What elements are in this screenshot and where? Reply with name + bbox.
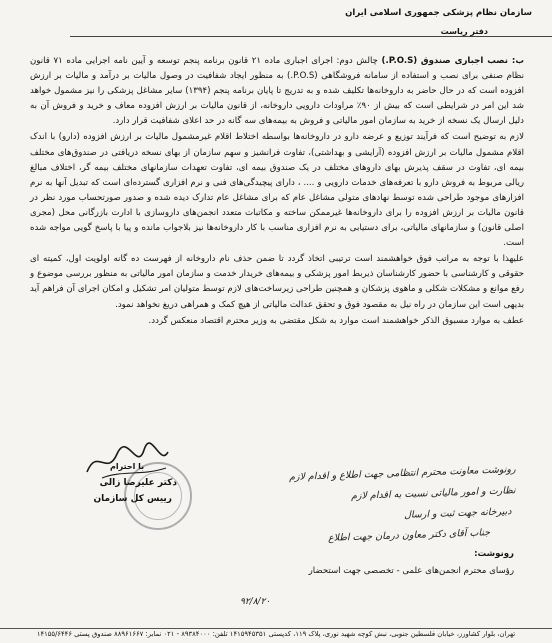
signature-salutation: با احترام bbox=[110, 462, 145, 471]
handwritten-note-3: دبیرخانه جهت ثبت و ارسال bbox=[404, 506, 513, 521]
cc-recipients: رؤسای محترم انجمن‌های علمی - تخصصی جهت استحضار bbox=[308, 566, 514, 576]
paragraph-1-text: چالش دوم: اجرای اجباری ماده ۲۱ قانون برنامه پنجم توسعه و آیین نامه اجرایی ماده ۷۱ قانون نظام صنفی برای نصب و استفاده از سامانه فروشگاهی (P.O.S.) به منظور ایجاد شفافیت در وصول مالیات بر درآمد و مالیات بر ارزش افزوده است که در حال حاضر به داروخانه‌ها تکلیف شده و به تدریج تا پایان برنامه پنجم (۱۳۹۴) سایر مشاغل پزشکی را نیز مشمول خواهد شد این امر در شرایطی است که بیش از ۹۰٪ مراودات دارویی داروخانه، از قانون مالیات بر ارزش افزوده معاف و خرید و فروش آن به دلیل ارسال یک نسخه از خرید به سازمان امور مالیاتی و فروش به بیمه‌های سه گانه در حد اعلای شفافیت قرار دارد. bbox=[30, 56, 524, 127]
paragraph-1 bbox=[30, 54, 524, 129]
handwritten-note-1: رونوشت معاونت محترم انتظامی جهت اطلاع و اقدام لازم bbox=[289, 464, 517, 483]
paragraph-3: علیهذا با توجه به مراتب فوق خواهشمند است ترتیبی اتخاذ گردد تا ضمن حذف نام داروخانه از فهرست ده گانه اولویت اول، کمیته ای حقوقی و کارشناسی با حضور کارشناسان ذیربط امور پزشکی و بیمه‌های خریدار خدمت و سازمان امور مالیاتی به منظور بررسی موضوع و رفع موانع و مشکلات شکلی و ماهوی پزشکان و همچنین طراحی زیرساخت‌های لازم توسط متولیان امر تشکیل و امکان اجرای آن فراهم آید بدیهی است این سازمان در راه نیل به مقصود فوق و تحقق عدالت مالیاتی از هیچ کمک و همراهی دریغ نخواهد نمود. bbox=[30, 254, 524, 310]
letter-body bbox=[30, 54, 524, 329]
footer-divider bbox=[0, 628, 552, 629]
cc-label: رونوشت: bbox=[474, 549, 514, 559]
paragraph-2: لازم به توضیح است که فرآیند توزیع و عرضه دارو در داروخانه‌ها بواسطه اختلاط اقلام غیرمشمول مالیات بر ارزش افزوده (دارو) با اندک اقلام مشمول مالیات بر ارزش افزوده (آرایشی و بهداشتی)، تفاوت فرانشیز و سهم سازمان از بهای نسخه دریافتی در صندوق‌های مختلف بیمه ای، تفاوت در سقف پذیرش بهای داروهای مختلف در یک صندوق بیمه ای، تفاوت تعهدات سازمانهای مختلف بیمه گر، اختلاف مبالغ ریالی مربوط به فروش دارو با تعرفه‌های خدمات دارویی و .... ، دارای پیچیدگی‌های فنی و نرم افزاری گسترده‌ای است که تبدیل آنها به نرم افزارهای موجود طراحی شده توسط نهادهای متولی مشاغل عام که برای مشاغل عام تدارک دیده شده و صدور صورتحساب مورد نظر در قانون مالیات بر ارزش افزوده را برای داروخانه‌ها غیرممکن ساخته و مکاتبات متعدد انجمن‌های داروسازی با ادارت بازرگانی محل (مجری اصلی قانون) و سازمانهای مالیاتی، برای دستیابی به نرم افزاری مناسب با کار داروخانه‌ها نیز بلاجواب مانده و پیا با پاسخ گویی مواجه شده است. bbox=[30, 132, 524, 249]
organization-name: سازمان نظام پزشکی جمهوری اسلامی ایران bbox=[345, 8, 532, 18]
section-heading: ب: نصب اجباری صندوق bbox=[420, 56, 524, 66]
office-name: دفتر ریاست bbox=[440, 27, 488, 36]
handwritten-note-4: جناب آقای دکتر معاون درمان جهت اطلاع bbox=[327, 527, 491, 544]
closing-paragraph: عطف به موارد مسبوق الذکر خواهشمند است موارد به شکل مقتضی به وزیر محترم اقتصاد منعکس گردد. bbox=[148, 315, 524, 326]
footer-address: تهران، بلوار کشاورز، خیابان فلسطین جنوبی، نبش کوچه شهید نوری، پلاک ۱۱۹، کدپستی ۱۴۱۵۹۴۵۳۵۱ تلفن: ۸۹۳۸۴۰۰۰ - ۰۲۱ نمابر: ۸۸۹۶۱۶۶۷ صندوق پستی ۱۴۱۵۵/۶۴۴۶ bbox=[36, 630, 516, 638]
header-divider bbox=[70, 36, 552, 37]
section-heading-pos: (P.O.S.) bbox=[381, 56, 418, 66]
handwritten-date: ۹۲/۸/۲۰ bbox=[240, 597, 271, 607]
signatory-name: دکتر علیرضا زالی bbox=[99, 478, 177, 488]
handwritten-note-2: نظارت و امور مالیاتی نسبت به اقدام لازم bbox=[351, 485, 517, 502]
signatory-title: رییس کل سازمان bbox=[93, 494, 172, 504]
